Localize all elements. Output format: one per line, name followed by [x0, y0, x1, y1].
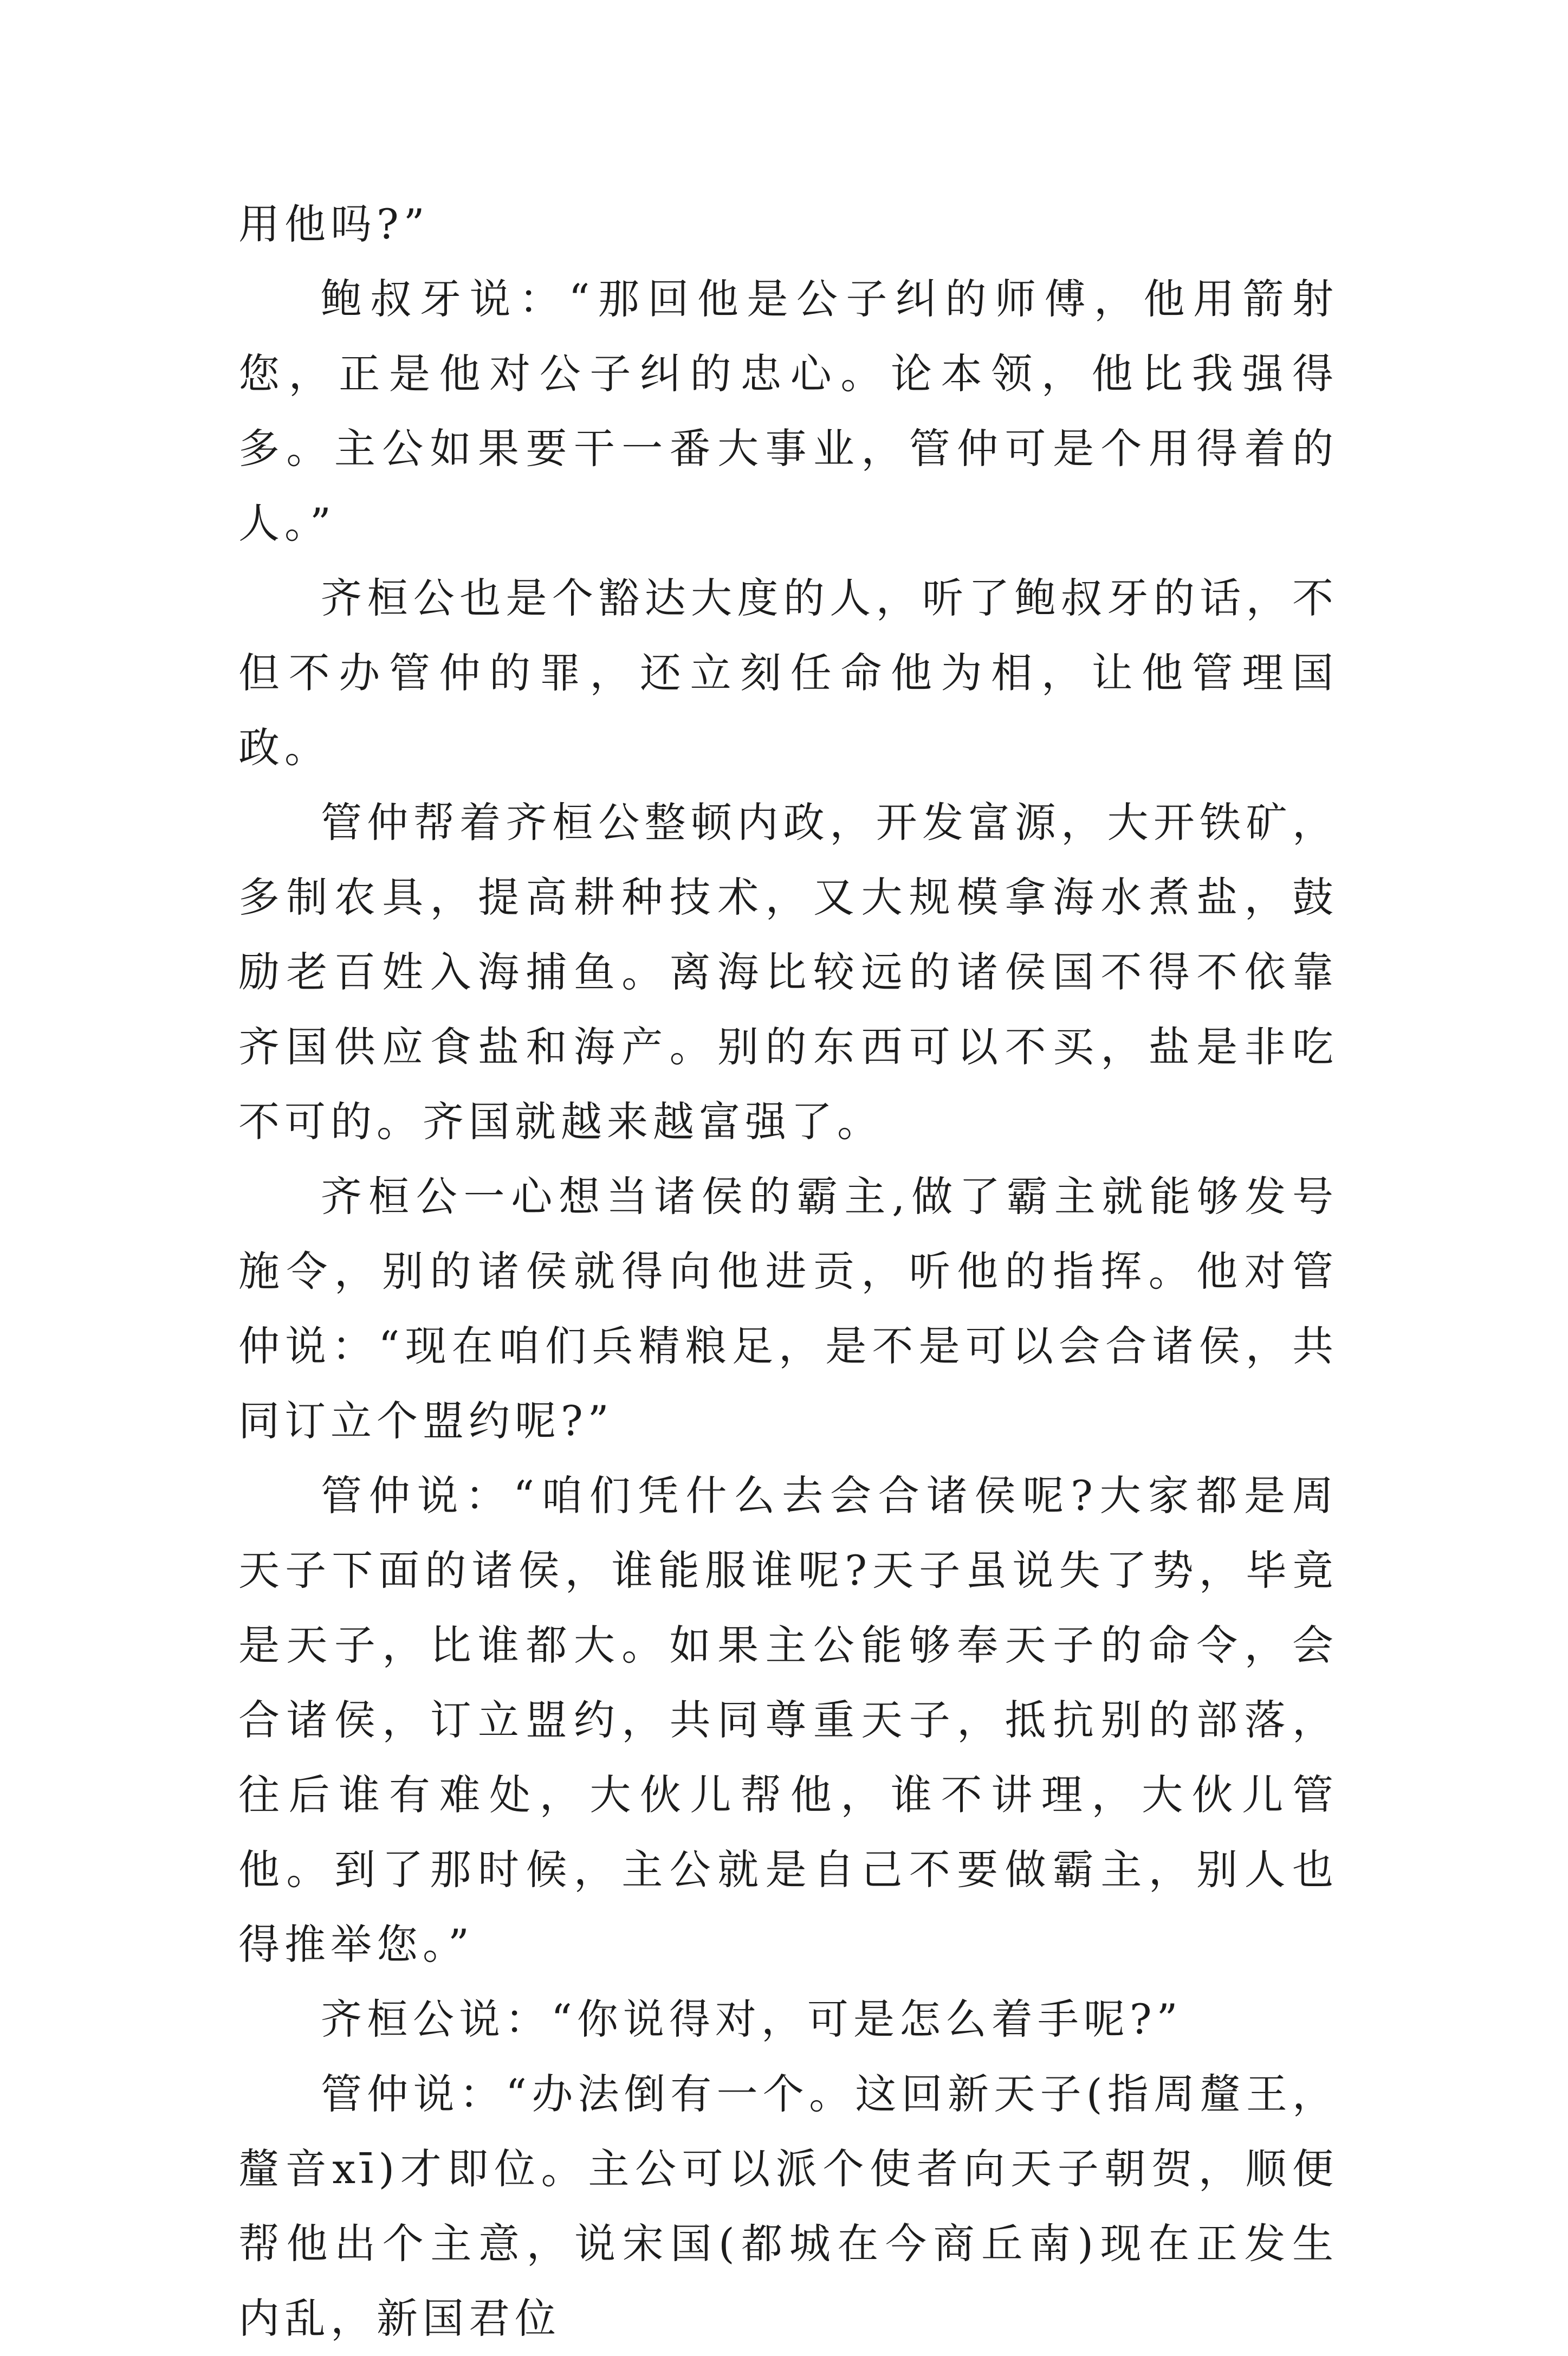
paragraph: 管仲说：“办法倒有一个。这回新天子(指周釐王，釐音xī)才即位。主公可以派个使者向天子朝贺，顺便帮他出个主意，说宋国(都城在今商丘南)现在正发生内乱，新国君位 [238, 2070, 1338, 2342]
document-body [238, 187, 1338, 2356]
paragraph: 管仲说：“咱们凭什么去会合诸侯呢?大家都是周天子下面的诸侯，谁能服谁呢?天子虽说失了势，毕竟是天子，比谁都大。如果主公能够奉天子的命令，会合诸侯，订立盟约，共同尊重天子，抵抗别的部落，往后谁有难处，大伙儿帮他，谁不讲理，大伙儿管他。到了那时候，主公就是自己不要做霸主，别人也得推举您。” [238, 1471, 1338, 1968]
paragraph: 齐桓公一心想当诸侯的霸主,做了霸主就能够发号施令，别的诸侯就得向他进贡，听他的指挥。他对管仲说：“现在咱们兵精粮足，是不是可以会合诸侯，共同订立个盟约呢?” [238, 1172, 1338, 1445]
paragraph-continued: 用他吗?” [238, 200, 430, 248]
paragraph: 管仲帮着齐桓公整顿内政，开发富源，大开铁矿，多制农具，提高耕种技术，又大规模拿海水煮盐，鼓励老百姓入海捕鱼。离海比较远的诸侯国不得不依靠齐国供应食盐和海产。别的东西可以不买，盐是非吃不可的。齐国就越来越富强了。 [238, 798, 1338, 1146]
paragraph: 齐桓公也是个豁达大度的人，听了鲍叔牙的话，不但不办管仲的罪，还立刻任命他为相，让他管理国政。 [238, 574, 1338, 772]
paragraph: 齐桓公说：“你说得对，可是怎么着手呢?” [321, 1995, 1183, 2043]
paragraph: 鲍叔牙说：“那回他是公子纠的师傅，他用箭射您，正是他对公子纠的忠心。论本领，他比我强得多。主公如果要干一番大事业，管仲可是个用得着的人。” [238, 275, 1338, 547]
